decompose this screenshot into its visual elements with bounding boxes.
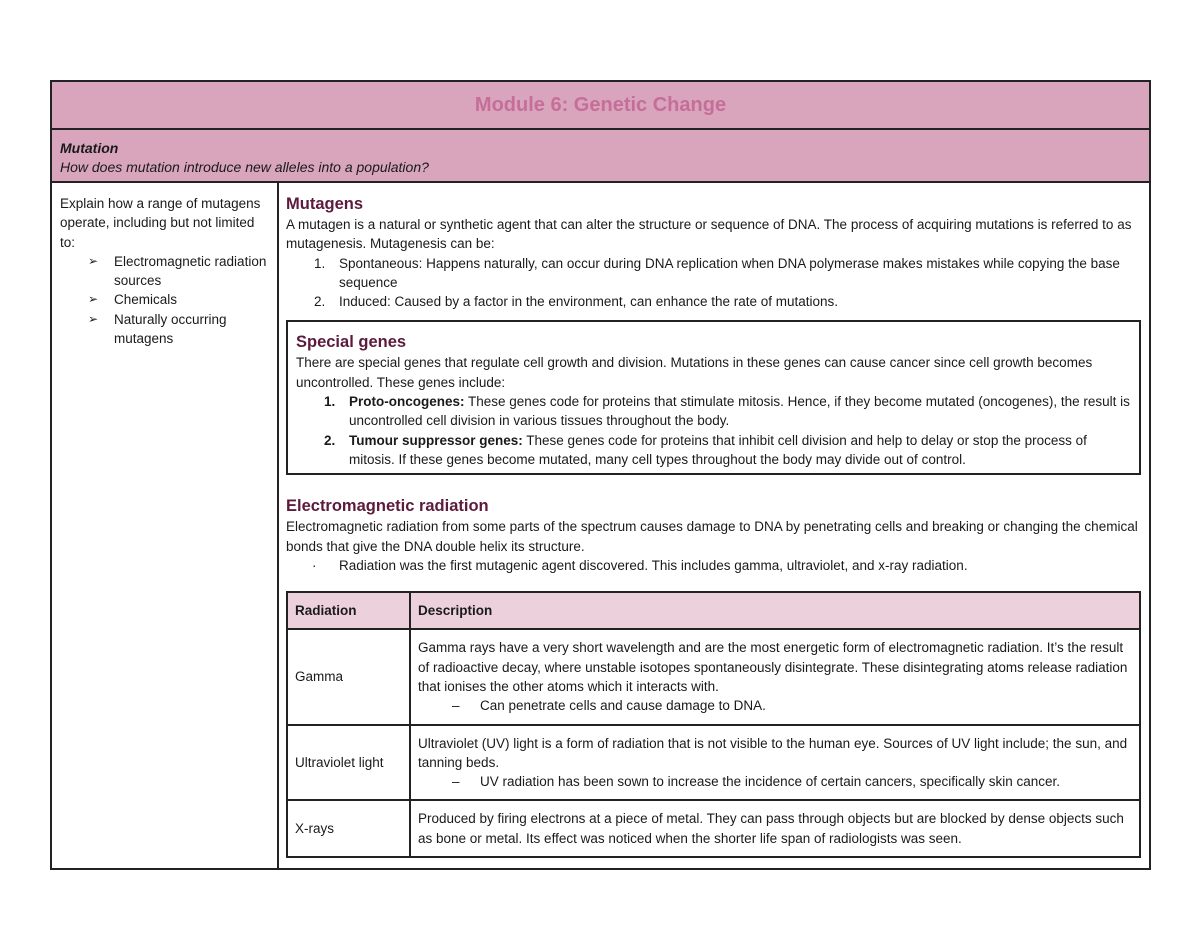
em-radiation-heading: Electromagnetic radiation: [286, 497, 489, 516]
table-row: [287, 629, 1140, 724]
table-header-row: [287, 592, 1140, 629]
radiation-table: [286, 591, 1141, 858]
module-title: Module 6: Genetic Change: [52, 82, 1149, 130]
topic-name: Mutation: [60, 140, 119, 156]
column-header: Description: [410, 592, 1140, 629]
list-item: · Radiation was the first mutagenic agent discovered. This includes gamma, ultraviolet, and x-ray radiation.: [286, 556, 1141, 575]
table-row: [287, 725, 1140, 801]
mutagens-heading: Mutagens: [286, 195, 364, 213]
mutagens-text: A mutagen is a natural or synthetic agent that can alter the structure or sequence of DNA. The process of acquiring mutations is referred to as mutagenesis. Mutagenesis can be:: [286, 217, 1132, 252]
inquiry-question: How does mutation introduce new alleles into a population?: [60, 159, 429, 175]
radiation-description: Gamma rays have a very short wavelength and are the most energetic form of electromagnetic radiation. It’s the result of radioactive decay, where unstable isotopes spontaneously disintegrate. These disintegrating atoms release radiation that ionises the other atoms which it interacts with. – Can penetrate cells and cause damage to DNA.: [410, 629, 1140, 724]
arrow-bullet-icon: ➢: [88, 253, 99, 268]
dot-bullet-icon: ·: [312, 558, 317, 574]
radiation-name: Gamma: [287, 629, 410, 724]
radiation-name: X-rays: [287, 800, 410, 857]
syllabus-item: ➢ Electromagnetic radiation sources: [88, 253, 267, 289]
worksheet: [50, 80, 1151, 870]
notes-column: [279, 183, 1149, 870]
list-item: 1. Proto-oncogenes: These genes code for proteins that stimulate mitosis. Hence, if they become mutated (oncogenes), the result is uncontrolled cell division in various tissues throughout the body.: [324, 394, 1130, 429]
list-item: 1. Spontaneous: Happens naturally, can occur during DNA replication when DNA polymerase makes mistakes while copying the base sequence: [314, 255, 1120, 290]
syllabus-intro: Explain how a range of mutagens operate, including but not limited to:: [60, 196, 261, 250]
special-genes-box: [286, 320, 1141, 475]
topic-header: [52, 130, 1149, 183]
special-genes-list: [296, 392, 1131, 469]
radiation-description: Produced by firing electrons at a piece of metal. They can pass through objects but are blocked by dense objects such as bone or metal. Its effect was noticed when the shorter life span of radiologists was seen.: [410, 800, 1140, 857]
em-radiation-text: Electromagnetic radiation from some parts of the spectrum causes damage to DNA by penetrating cells and breaking or changing the chemical bonds that give the DNA double helix its structure.: [286, 519, 1138, 554]
list-item: 2. Tumour suppressor genes: These genes code for proteins that inhibit cell division and help to delay or stop the process of mitosis. If these genes become mutated, many cell types throughout the body may divide out of control.: [324, 432, 1087, 467]
em-radiation-section: [286, 495, 1141, 575]
column-header: Radiation: [287, 592, 410, 629]
radiation-name: Ultraviolet light: [287, 725, 410, 801]
list-item: 2. Induced: Caused by a factor in the environment, can enhance the rate of mutations.: [314, 294, 839, 310]
mutagens-section: [286, 193, 1141, 311]
syllabus-item: ➢ Chemicals: [88, 290, 269, 309]
special-genes-text: There are special genes that regulate cell growth and division. Mutations in these genes can cause cancer since cell growth becomes uncontrolled. These genes include:: [296, 355, 1093, 390]
arrow-bullet-icon: ➢: [88, 311, 99, 326]
dash-bullet-icon: –: [452, 774, 460, 790]
syllabus-item: ➢ Naturally occurring mutagens: [88, 311, 227, 347]
content-row: [52, 183, 1149, 870]
dash-bullet-icon: –: [452, 698, 460, 714]
syllabus-list: [60, 252, 269, 348]
special-genes-heading: Special genes: [296, 333, 407, 352]
table-row: [287, 800, 1140, 857]
em-radiation-list: [286, 556, 1141, 575]
syllabus-column: [52, 183, 279, 870]
mutagenesis-list: [286, 254, 1141, 312]
arrow-bullet-icon: ➢: [88, 292, 99, 307]
radiation-description: Ultraviolet (UV) light is a form of radiation that is not visible to the human eye. Sources of UV light include; the sun, and tanning beds. – UV radiation has been sown to increase the incidence of certain cancers, specifically skin cancer.: [410, 725, 1140, 801]
